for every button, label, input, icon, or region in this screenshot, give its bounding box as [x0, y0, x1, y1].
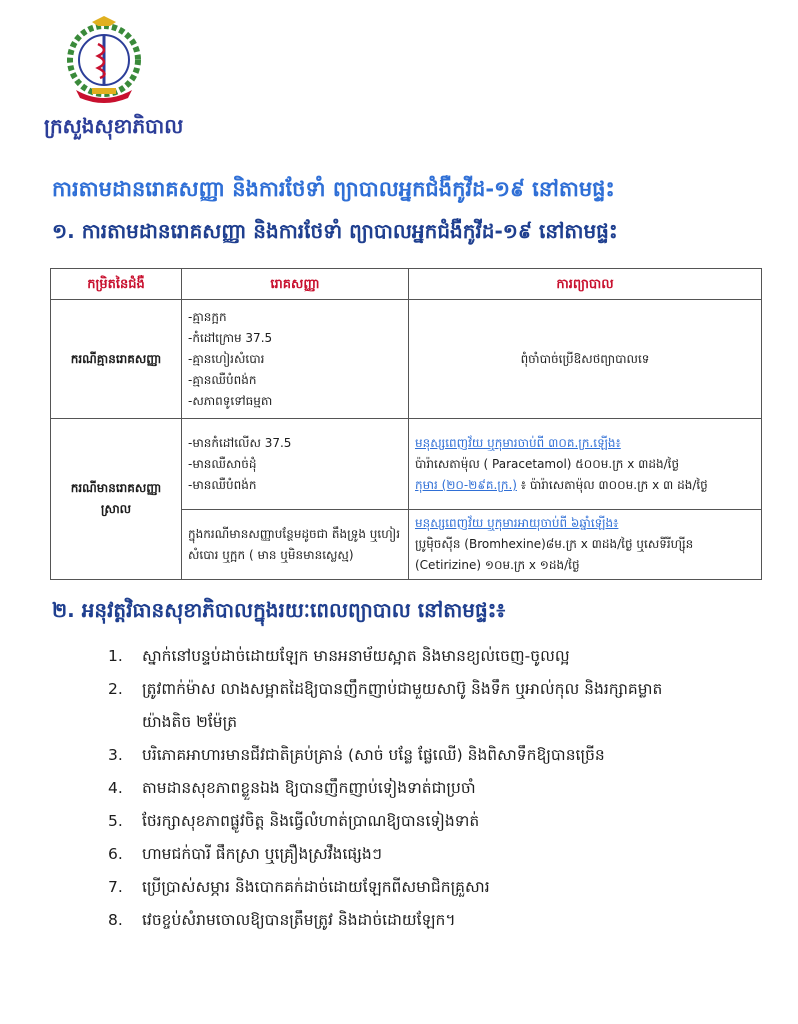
- symptom-item: -គ្មានឈឺបំពង់ក: [188, 372, 257, 387]
- table-row-asymptomatic: [51, 300, 762, 419]
- treatment-mild-bromhexine: [409, 510, 762, 580]
- section-1-title: ១. ការតាមដានរោគសញ្ញា និងការថែទាំ ព្យាបាលអ្នកជំងឺកូវីដ-១៩ នៅតាមផ្ទះ: [52, 219, 618, 243]
- symptoms-mild: [182, 419, 409, 510]
- child-dosage: ៖ ប៉ារ៉ាសេតាម៉ុល ៣០០ម.ក្រ x ៣ ដង/ថ្ងៃ: [520, 477, 708, 492]
- treatment-table: [50, 268, 762, 580]
- list-item: 5. ថែរក្សាសុខភាពផ្លូវចិត្ត និងធ្វើលំហាត់ប្រាណឱ្យបានទៀងទាត់: [108, 812, 480, 830]
- symptom-item: -គ្មានហៀរសំបោរ: [188, 351, 265, 366]
- treatment-asymptomatic: ពុំចាំបាច់ប្រើឱសថព្យាបាលទេ: [409, 300, 762, 419]
- level-mild: ករណីមានរោគសញ្ញាស្រាល: [51, 419, 182, 580]
- child-dosage-note: កុមារ (២០-២៩គ.ក្រ.): [415, 477, 517, 492]
- list-item: 6. ហាមជក់បារី ផឹកស្រា ឬគ្រឿងស្រវឹងផ្សេងៗ: [108, 845, 382, 863]
- cetirizine-dosage: (Cetirizine) ១០ម.ក្រ x ១ដង/ថ្ងៃ: [415, 558, 580, 572]
- symptom-item: -សភាពទូទៅធម្មតា: [188, 393, 273, 408]
- header-disease-level: កម្រិតនៃជំងឺ: [51, 269, 182, 300]
- list-item: 2. ត្រូវពាក់ម៉ាស លាងសម្អាតដៃឱ្យបានញឹកញាប់ជាមួយសាប៊ូ និងទឹក ឬអាល់កុល និងរក្សាគម្លាត យ៉ាងតិច ២ម៉ែត្រ: [108, 680, 663, 731]
- health-measures-list: [108, 640, 778, 937]
- adult-dosage: ប៉ារ៉ាសេតាម៉ុល ( Paracetamol) ៥០០ម.ក្រ x ៣ដង/ថ្ងៃ: [415, 456, 680, 471]
- symptom-item: -គ្មានក្អក: [188, 309, 227, 324]
- symptoms-asymptomatic: [182, 300, 409, 419]
- symptom-item: -មានឈឺសាច់ដុំ: [188, 456, 257, 471]
- list-item: 8. វេចខ្ចប់សំរាមចោលឱ្យបានត្រឹមត្រូវ និងដាច់ដោយឡែក។: [108, 911, 456, 929]
- list-item: 4. តាមដានសុខភាពខ្លួនឯង ឱ្យបានញឹកញាប់ទៀងទាត់ជាប្រចាំ: [108, 779, 476, 797]
- ministry-emblem-logo: [62, 14, 146, 106]
- symptom-item: -មានកំដៅលើស 37.5: [188, 435, 292, 450]
- table-row-mild-a: [51, 419, 762, 510]
- list-item: 3. បរិភោគអាហារមានជីវជាតិគ្រប់គ្រាន់ (សាច់ បន្លែ ផ្លែឈើ) និងពិសាទឹកឱ្យបានច្រើន: [108, 746, 605, 764]
- section-2-title: ២. អនុវត្តវិធានសុខាភិបាលក្នុងរយៈពេលព្យាបាល នៅតាមផ្ទះ៖: [52, 598, 506, 622]
- adult-dosage-note: មនុស្សពេញវ័យ ឬកុមារចាប់ពី ៣០គ.ក្រ.ឡើង៖: [415, 435, 621, 450]
- list-item: 1. ស្នាក់នៅបន្ទប់ដាច់ដោយឡែក មានអនាម័យស្អាត និងមានខ្យល់ចេញ-ចូលល្អ: [108, 647, 570, 665]
- bromhexine-dosage: ប្រូម៉ិចស៊ីន (Bromhexine)៨ម.ក្រ x ៣ដង/ថ្ងៃ ឬសេទីរីហ្ស៊ីន: [415, 537, 694, 551]
- ministry-name: ក្រសួងសុខាភិបាល: [44, 114, 184, 138]
- table-header-row: [51, 269, 762, 300]
- treatment-mild-paracetamol: [409, 419, 762, 510]
- symptom-item: -មានឈឺបំពង់ក: [188, 477, 257, 492]
- symptom-item: -កំដៅក្រោម 37.5: [188, 330, 273, 345]
- symptoms-mild-additional: ក្នុងករណីមានសញ្ញាបន្ថែមដូចជា តឹងទ្រូង ឬហៀរសំបោរ ឬក្អក ( មាន ឬមិនមានស្លេស្ម): [182, 510, 409, 580]
- cough-dosage-note: មនុស្សពេញវ័យ ឬកុមារអាយុចាប់ពី ៦ឆ្នាំឡើង៖: [415, 516, 619, 530]
- level-asymptomatic: ករណីគ្មានរោគសញ្ញា: [51, 300, 182, 419]
- list-item: 7. ប្រើប្រាស់សម្ភារ និងបោកគក់ដាច់ដោយឡែកពីសមាជិកគ្រួសារ: [108, 878, 490, 896]
- document-main-title: ការតាមដានរោគសញ្ញា និងការថែទាំ ព្យាបាលអ្នកជំងឺកូវីដ-១៩ នៅតាមផ្ទះ: [52, 177, 615, 201]
- header-symptoms: រោគសញ្ញា: [182, 269, 409, 300]
- header-treatment: ការព្យាបាល: [409, 269, 762, 300]
